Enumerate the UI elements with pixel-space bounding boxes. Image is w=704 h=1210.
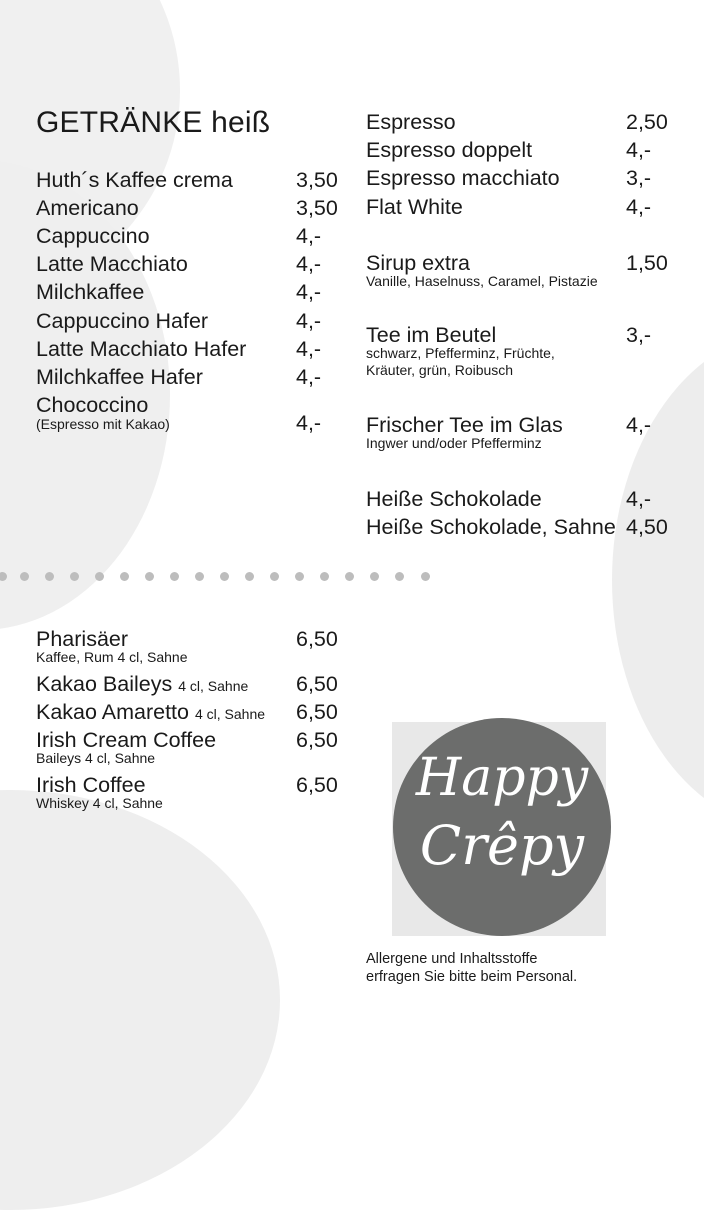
item-price: 4,- — [296, 309, 322, 333]
allergen-notice-line1: Allergene und Inhaltsstoffe — [366, 951, 538, 967]
item-name-text: Kakao Amaretto — [36, 700, 189, 724]
item-price: 4,- — [626, 487, 652, 511]
item-name: Espresso doppelt — [366, 138, 533, 162]
item-note: Ingwer und/oder Pfefferminz — [366, 435, 542, 451]
item-price: 4,- — [626, 413, 652, 437]
item-price: 4,- — [296, 280, 322, 304]
item-name: Heiße Schokolade, Sahne — [366, 515, 616, 539]
item-price: 2,50 — [626, 110, 668, 134]
item-name: Espresso macchiato — [366, 166, 560, 190]
background-shape-bottom — [0, 790, 280, 1210]
item-price: 6,50 — [296, 672, 338, 696]
item-price: 6,50 — [296, 728, 338, 752]
item-name: Huth´s Kaffee crema — [36, 168, 233, 192]
menu-title: GETRÄNKE heiß — [36, 106, 271, 139]
item-price: 4,50 — [626, 515, 668, 539]
item-name: Heiße Schokolade — [366, 487, 542, 511]
item-price: 3,- — [626, 166, 652, 190]
item-price: 4,- — [296, 337, 322, 361]
allergen-notice — [366, 950, 577, 986]
item-name: Latte Macchiato — [36, 252, 188, 276]
item-note: schwarz, Pfefferminz, Früchte, — [366, 345, 555, 361]
item-price: 3,- — [626, 323, 652, 347]
item-name: Milchkaffee Hafer — [36, 365, 203, 389]
item-price: 4,- — [626, 138, 652, 162]
item-name: Irish Coffee — [36, 773, 146, 797]
item-price: 3,50 — [296, 168, 338, 192]
item-price: 4,- — [296, 252, 322, 276]
logo-text-line1: Happy — [415, 748, 589, 808]
item-price: 4,- — [296, 365, 322, 389]
item-name: Tee im Beutel — [366, 323, 497, 347]
item-name: Espresso — [366, 110, 456, 134]
item-price: 6,50 — [296, 773, 338, 797]
item-price: 4,- — [296, 224, 322, 248]
item-note: Kaffee, Rum 4 cl, Sahne — [36, 649, 188, 665]
item-name: Latte Macchiato Hafer — [36, 337, 247, 361]
allergen-notice-line2: erfragen Sie bitte beim Personal. — [366, 969, 578, 985]
item-name: Cappuccino — [36, 224, 150, 248]
item-name-text: Kakao Baileys — [36, 672, 173, 696]
item-price: 6,50 — [296, 700, 338, 724]
item-name: Frischer Tee im Glas — [366, 413, 563, 437]
item-note: (Espresso mit Kakao) — [36, 416, 170, 432]
item-note: Whiskey 4 cl, Sahne — [36, 795, 163, 811]
item-price: 3,50 — [296, 196, 338, 220]
item-inline-note: 4 cl, Sahne — [178, 678, 249, 694]
logo-text-line2: Crêpy — [419, 814, 585, 877]
item-name: Irish Cream Coffee — [36, 728, 217, 752]
item-name — [36, 670, 248, 700]
item-price: 4,- — [626, 195, 652, 219]
item-price: 1,50 — [626, 251, 668, 275]
item-name: Americano — [36, 196, 139, 220]
item-note: Baileys 4 cl, Sahne — [36, 750, 156, 766]
item-note: Vanille, Haselnuss, Caramel, Pistazie — [366, 273, 598, 289]
item-note: Kräuter, grün, Roibusch — [366, 362, 514, 378]
item-name — [36, 698, 265, 728]
item-name: Chococcino — [36, 393, 149, 417]
item-price: 4,- — [296, 411, 322, 435]
item-name: Flat White — [366, 195, 463, 219]
item-inline-note: 4 cl, Sahne — [194, 706, 266, 722]
item-name: Cappuccino Hafer — [36, 309, 209, 333]
item-name: Pharisäer — [36, 627, 129, 651]
item-price: 6,50 — [296, 627, 338, 651]
brand-logo — [393, 718, 611, 936]
background-shape-right — [612, 330, 704, 830]
item-name: Sirup extra — [366, 251, 470, 275]
item-name: Milchkaffee — [36, 280, 145, 304]
